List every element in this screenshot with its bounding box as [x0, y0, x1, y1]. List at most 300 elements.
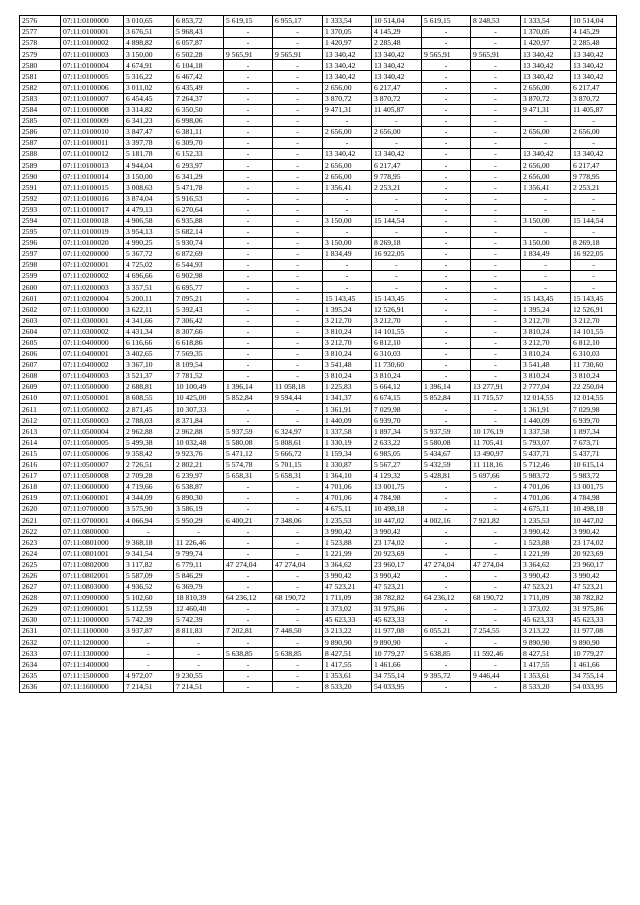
value-col-10-cell: -	[471, 138, 521, 149]
row-number-cell: 2612	[20, 415, 61, 426]
value-col-11-cell: 5 793,07	[521, 437, 571, 448]
value-col-6-cell: -	[273, 171, 323, 182]
value-col-9-cell: 5 428,81	[422, 470, 471, 481]
table-row	[20, 226, 617, 237]
value-col-9-cell: -	[422, 359, 471, 370]
value-col-6-cell: -	[273, 215, 323, 226]
value-col-4-cell: 6 695,77	[174, 282, 224, 293]
value-col-3-cell: 3 150,00	[124, 171, 174, 182]
row-number-cell: 2617	[20, 470, 61, 481]
value-col-9-cell: -	[422, 615, 471, 626]
value-col-11-cell: 12 014,55	[521, 393, 571, 404]
value-col-5-cell: 47 274,04	[224, 559, 273, 570]
value-col-12-cell: 13 340,42	[571, 49, 617, 60]
value-col-6-cell: -	[273, 182, 323, 193]
value-col-4-cell: 5 471,78	[174, 182, 224, 193]
table-row	[20, 626, 617, 637]
table-row	[20, 171, 617, 182]
value-col-8-cell: 38 782,82	[372, 592, 422, 603]
value-col-7-cell: 3 364,62	[323, 559, 372, 570]
value-col-7-cell: 1 523,88	[323, 537, 372, 548]
value-col-12-cell: 9 778,95	[571, 171, 617, 182]
value-col-11-cell: 3 150,00	[521, 215, 571, 226]
value-col-4-cell: -	[174, 526, 224, 537]
value-col-6-cell: -	[273, 404, 323, 415]
value-col-6-cell: -	[273, 548, 323, 559]
table-row	[20, 260, 617, 271]
row-number-cell: 2601	[20, 293, 61, 304]
value-col-6-cell: 68 190,72	[273, 592, 323, 603]
table-row	[20, 271, 617, 282]
value-col-6-cell: -	[273, 237, 323, 248]
value-col-10-cell: -	[471, 304, 521, 315]
value-col-5-cell: -	[224, 315, 273, 326]
value-col-8-cell: 13 001,75	[372, 481, 422, 492]
value-col-4-cell: -	[174, 648, 224, 659]
value-col-3-cell: 7 214,51	[124, 681, 174, 692]
row-number-cell: 2581	[20, 71, 61, 82]
value-col-12-cell: 6 310,03	[571, 348, 617, 359]
value-col-10-cell: -	[471, 226, 521, 237]
value-col-8-cell: 45 623,33	[372, 615, 422, 626]
value-col-5-cell: -	[224, 182, 273, 193]
value-col-3-cell: 3 847,47	[124, 126, 174, 137]
value-col-12-cell: 1 897,34	[571, 426, 617, 437]
value-col-3-cell: 6 116,66	[124, 337, 174, 348]
value-col-9-cell: 5 432,59	[422, 459, 471, 470]
row-number-cell: 2594	[20, 215, 61, 226]
value-col-12-cell: 6 812,10	[571, 337, 617, 348]
value-col-10-cell: -	[471, 171, 521, 182]
value-col-11-cell: 5 712,46	[521, 459, 571, 470]
value-col-8-cell: 23 960,17	[372, 559, 422, 570]
value-col-7-cell: 1 330,19	[323, 437, 372, 448]
value-col-9-cell: -	[422, 260, 471, 271]
value-col-3-cell: 3 954,13	[124, 226, 174, 237]
cadastral-code-cell: 07:11:0300000	[61, 304, 124, 315]
value-col-8-cell: 47 523,21	[372, 581, 422, 592]
table-row	[20, 337, 617, 348]
row-number-cell: 2613	[20, 426, 61, 437]
value-col-4-cell: 5 846,29	[174, 570, 224, 581]
row-number-cell: 2604	[20, 326, 61, 337]
value-col-7-cell: 1 361,91	[323, 404, 372, 415]
value-col-8-cell: 4 145,29	[372, 27, 422, 38]
value-col-9-cell: 9 565,91	[422, 49, 471, 60]
value-col-6-cell: -	[273, 637, 323, 648]
value-col-12-cell: 11 730,60	[571, 359, 617, 370]
value-col-7-cell: 4 701,06	[323, 493, 372, 504]
value-col-12-cell: 13 001,75	[571, 481, 617, 492]
value-col-5-cell: -	[224, 526, 273, 537]
table-row	[20, 204, 617, 215]
value-col-12-cell: 7 029,98	[571, 404, 617, 415]
value-col-4-cell: 7 306,42	[174, 315, 224, 326]
value-col-11-cell: 2 656,00	[521, 82, 571, 93]
value-col-12-cell: 34 755,14	[571, 670, 617, 681]
cadastral-code-cell: 07:11:0500008	[61, 470, 124, 481]
value-col-4-cell: 6 293,97	[174, 160, 224, 171]
value-col-12-cell: -	[571, 115, 617, 126]
value-col-11-cell: -	[521, 282, 571, 293]
cadastral-code-cell: 07:11:1000000	[61, 615, 124, 626]
value-col-8-cell: 15 144,54	[372, 215, 422, 226]
value-col-10-cell: -	[471, 193, 521, 204]
value-col-11-cell: 1 370,05	[521, 27, 571, 38]
value-col-5-cell: -	[224, 138, 273, 149]
table-row	[20, 93, 617, 104]
value-col-6-cell: -	[273, 293, 323, 304]
value-col-12-cell: -	[571, 204, 617, 215]
value-col-10-cell: -	[471, 537, 521, 548]
value-col-7-cell: 9 890,90	[323, 637, 372, 648]
value-col-5-cell: 5 638,85	[224, 648, 273, 659]
table-row	[20, 659, 617, 670]
value-col-12-cell: 12 526,91	[571, 304, 617, 315]
value-col-9-cell: -	[422, 149, 471, 160]
value-col-10-cell: 13 490,97	[471, 448, 521, 459]
value-col-12-cell: 5 437,71	[571, 448, 617, 459]
table-row	[20, 149, 617, 160]
value-col-9-cell: -	[422, 315, 471, 326]
value-col-8-cell: 6 217,47	[372, 82, 422, 93]
value-col-3-cell: -	[124, 637, 174, 648]
value-col-9-cell: -	[422, 160, 471, 171]
row-number-cell: 2629	[20, 603, 61, 614]
value-col-12-cell: 4 784,98	[571, 493, 617, 504]
value-col-4-cell: 9 230,55	[174, 670, 224, 681]
value-col-3-cell: 3 676,51	[124, 27, 174, 38]
value-col-8-cell: 2 253,21	[372, 182, 422, 193]
value-col-7-cell: 3 541,48	[323, 359, 372, 370]
value-col-10-cell: 9 565,91	[471, 49, 521, 60]
value-col-10-cell: -	[471, 282, 521, 293]
cadastral-code-cell: 07:11:0500005	[61, 437, 124, 448]
value-col-5-cell: -	[224, 27, 273, 38]
value-col-7-cell: 1 221,99	[323, 548, 372, 559]
cadastral-code-cell: 07:11:0100006	[61, 82, 124, 93]
value-col-12-cell: 6 939,70	[571, 415, 617, 426]
value-col-7-cell: 3 150,00	[323, 237, 372, 248]
value-col-12-cell: 54 033,95	[571, 681, 617, 692]
value-col-9-cell: 6 055,21	[422, 626, 471, 637]
value-col-8-cell: 13 340,42	[372, 149, 422, 160]
data-table	[19, 15, 617, 693]
value-col-10-cell: 47 274,04	[471, 559, 521, 570]
value-col-11-cell: 1 221,99	[521, 548, 571, 559]
value-col-6-cell: -	[273, 60, 323, 71]
value-col-12-cell: -	[571, 193, 617, 204]
value-col-9-cell: -	[422, 548, 471, 559]
cadastral-code-cell: 07:11:0500004	[61, 426, 124, 437]
value-col-8-cell: 10 514,04	[372, 16, 422, 27]
value-col-9-cell: -	[422, 115, 471, 126]
row-number-cell: 2618	[20, 481, 61, 492]
value-col-5-cell: -	[224, 237, 273, 248]
table-row	[20, 570, 617, 581]
table-row	[20, 681, 617, 692]
value-col-3-cell: 4 936,52	[124, 581, 174, 592]
value-col-3-cell: 2 962,88	[124, 426, 174, 437]
value-col-12-cell: -	[571, 138, 617, 149]
value-col-7-cell: 1 333,54	[323, 16, 372, 27]
value-col-12-cell: 15 144,54	[571, 215, 617, 226]
table-row	[20, 426, 617, 437]
value-col-12-cell: 47 523,21	[571, 581, 617, 592]
value-col-4-cell: 6 502,28	[174, 49, 224, 60]
value-col-8-cell: -	[372, 271, 422, 282]
value-col-7-cell: 1 235,53	[323, 515, 372, 526]
value-col-11-cell: 5 983,72	[521, 470, 571, 481]
value-col-7-cell: 3 810,24	[323, 348, 372, 359]
value-col-12-cell: 9 890,90	[571, 637, 617, 648]
row-number-cell: 2614	[20, 437, 61, 448]
value-col-7-cell: 8 427,51	[323, 648, 372, 659]
value-col-11-cell: 5 437,71	[521, 448, 571, 459]
value-col-4-cell: 6 057,87	[174, 38, 224, 49]
value-col-6-cell: 5 808,61	[273, 437, 323, 448]
value-col-3-cell: 3 314,82	[124, 104, 174, 115]
cadastral-code-cell: 07:11:0100009	[61, 115, 124, 126]
value-col-9-cell: -	[422, 326, 471, 337]
row-number-cell: 2592	[20, 193, 61, 204]
value-col-8-cell: 13 340,42	[372, 49, 422, 60]
value-col-7-cell: 1 159,34	[323, 448, 372, 459]
value-col-5-cell: -	[224, 371, 273, 382]
value-col-10-cell: 11 705,41	[471, 437, 521, 448]
value-col-7-cell: 3 212,70	[323, 315, 372, 326]
value-col-7-cell: 3 150,00	[323, 215, 372, 226]
value-col-7-cell: 3 810,24	[323, 371, 372, 382]
value-col-12-cell: 10 779,27	[571, 648, 617, 659]
value-col-5-cell: 1 396,14	[224, 382, 273, 393]
value-col-5-cell: -	[224, 171, 273, 182]
value-col-8-cell: 20 923,69	[372, 548, 422, 559]
value-col-9-cell: -	[422, 215, 471, 226]
value-col-4-cell: 6 998,06	[174, 115, 224, 126]
value-col-8-cell: 31 975,86	[372, 603, 422, 614]
value-col-5-cell: -	[224, 126, 273, 137]
value-col-11-cell: 4 675,11	[521, 504, 571, 515]
cadastral-code-cell: 07:11:0600000	[61, 481, 124, 492]
cadastral-code-cell: 07:11:0400000	[61, 337, 124, 348]
value-col-10-cell: -	[471, 681, 521, 692]
value-col-8-cell: 6 674,15	[372, 393, 422, 404]
value-col-4-cell: 7 095,21	[174, 293, 224, 304]
value-col-12-cell: 10 514,04	[571, 16, 617, 27]
row-number-cell: 2627	[20, 581, 61, 592]
row-number-cell: 2622	[20, 526, 61, 537]
value-col-4-cell: 6 544,93	[174, 260, 224, 271]
value-col-11-cell: 3 150,00	[521, 237, 571, 248]
value-col-7-cell: 2 656,00	[323, 160, 372, 171]
value-col-5-cell: 5 580,08	[224, 437, 273, 448]
value-col-10-cell: -	[471, 348, 521, 359]
value-col-11-cell: 3 364,62	[521, 559, 571, 570]
value-col-4-cell: 6 341,29	[174, 171, 224, 182]
value-col-5-cell: 5 852,84	[224, 393, 273, 404]
row-number-cell: 2635	[20, 670, 61, 681]
row-number-cell: 2632	[20, 637, 61, 648]
value-col-7-cell: 1 420,97	[323, 38, 372, 49]
cadastral-code-cell: 07:11:1200000	[61, 637, 124, 648]
value-col-11-cell: 1 333,54	[521, 16, 571, 27]
table-row	[20, 448, 617, 459]
value-col-7-cell: 3 990,42	[323, 570, 372, 581]
table-row	[20, 237, 617, 248]
value-col-8-cell: 4 784,98	[372, 493, 422, 504]
value-col-12-cell: 3 810,24	[571, 371, 617, 382]
value-col-8-cell: 10 447,02	[372, 515, 422, 526]
value-col-3-cell: 5 102,60	[124, 592, 174, 603]
value-col-8-cell: 12 526,91	[372, 304, 422, 315]
value-col-3-cell: 3 011,02	[124, 82, 174, 93]
value-col-9-cell: 5 580,08	[422, 437, 471, 448]
value-col-10-cell: -	[471, 115, 521, 126]
value-col-5-cell: -	[224, 493, 273, 504]
value-col-9-cell: 64 236,12	[422, 592, 471, 603]
cadastral-code-cell: 07:11:0100001	[61, 27, 124, 38]
row-number-cell: 2606	[20, 348, 61, 359]
value-col-9-cell: -	[422, 38, 471, 49]
value-col-12-cell: 31 975,86	[571, 603, 617, 614]
value-col-3-cell: 5 200,11	[124, 293, 174, 304]
value-col-4-cell: 18 810,39	[174, 592, 224, 603]
value-col-6-cell: -	[273, 326, 323, 337]
value-col-4-cell: 6 538,87	[174, 481, 224, 492]
value-col-7-cell: -	[323, 271, 372, 282]
value-col-11-cell: 2 656,00	[521, 160, 571, 171]
value-col-9-cell: -	[422, 126, 471, 137]
value-col-8-cell: 13 340,42	[372, 60, 422, 71]
cadastral-code-cell: 07:11:0500003	[61, 415, 124, 426]
table-row	[20, 404, 617, 415]
value-col-3-cell: 8 608,55	[124, 393, 174, 404]
value-col-8-cell: 6 939,70	[372, 415, 422, 426]
value-col-7-cell: 2 656,00	[323, 82, 372, 93]
row-number-cell: 2587	[20, 138, 61, 149]
row-number-cell: 2620	[20, 504, 61, 515]
value-col-5-cell: -	[224, 104, 273, 115]
value-col-5-cell: -	[224, 282, 273, 293]
value-col-8-cell: 3 810,24	[372, 371, 422, 382]
value-col-6-cell: -	[273, 603, 323, 614]
row-number-cell: 2634	[20, 659, 61, 670]
value-col-8-cell: 7 029,98	[372, 404, 422, 415]
cadastral-code-cell: 07:11:0100007	[61, 93, 124, 104]
value-col-11-cell: 1 420,97	[521, 38, 571, 49]
row-number-cell: 2621	[20, 515, 61, 526]
row-number-cell: 2631	[20, 626, 61, 637]
table-row	[20, 592, 617, 603]
value-col-8-cell: 3 990,42	[372, 570, 422, 581]
value-col-6-cell: -	[273, 248, 323, 259]
row-number-cell: 2619	[20, 493, 61, 504]
value-col-8-cell: 9 890,90	[372, 637, 422, 648]
value-col-7-cell: 3 870,72	[323, 93, 372, 104]
value-col-5-cell: -	[224, 215, 273, 226]
value-col-6-cell: -	[273, 681, 323, 692]
value-col-8-cell: 15 143,45	[372, 293, 422, 304]
value-col-5-cell: -	[224, 670, 273, 681]
value-col-6-cell: 9 565,91	[273, 49, 323, 60]
value-col-10-cell: -	[471, 570, 521, 581]
cadastral-code-cell: 07:11:0700000	[61, 504, 124, 515]
value-col-8-cell: 2 285,48	[372, 38, 422, 49]
value-col-10-cell: -	[471, 248, 521, 259]
value-col-8-cell: 6 812,10	[372, 337, 422, 348]
value-col-4-cell: 6 239,97	[174, 470, 224, 481]
value-col-3-cell: 3 357,51	[124, 282, 174, 293]
cadastral-code-cell: 07:11:0801001	[61, 548, 124, 559]
table-row	[20, 60, 617, 71]
value-col-3-cell: 3 622,11	[124, 304, 174, 315]
table-row	[20, 393, 617, 404]
value-col-11-cell: 13 340,42	[521, 71, 571, 82]
value-col-5-cell: 6 400,21	[224, 515, 273, 526]
value-col-6-cell: 5 638,85	[273, 648, 323, 659]
table-row	[20, 481, 617, 492]
value-col-5-cell: -	[224, 271, 273, 282]
value-col-7-cell: 1 417,55	[323, 659, 372, 670]
value-col-11-cell: -	[521, 260, 571, 271]
value-col-8-cell: 2 633,22	[372, 437, 422, 448]
value-col-9-cell: 5 434,67	[422, 448, 471, 459]
cadastral-code-cell: 07:11:0500002	[61, 404, 124, 415]
value-col-4-cell: -	[174, 637, 224, 648]
cadastral-code-cell: 07:11:0500006	[61, 448, 124, 459]
value-col-10-cell: -	[471, 60, 521, 71]
value-col-11-cell: 2 656,00	[521, 171, 571, 182]
value-col-9-cell: -	[422, 570, 471, 581]
value-col-5-cell: -	[224, 603, 273, 614]
value-col-10-cell: -	[471, 27, 521, 38]
value-col-3-cell: 9 358,42	[124, 448, 174, 459]
value-col-9-cell: -	[422, 226, 471, 237]
value-col-9-cell: -	[422, 293, 471, 304]
value-col-6-cell: -	[273, 581, 323, 592]
table-row	[20, 548, 617, 559]
value-col-6-cell: 47 274,04	[273, 559, 323, 570]
row-number-cell: 2636	[20, 681, 61, 692]
value-col-10-cell: -	[471, 82, 521, 93]
value-col-3-cell: 4 341,66	[124, 315, 174, 326]
value-col-4-cell: 10 032,48	[174, 437, 224, 448]
value-col-12-cell: -	[571, 282, 617, 293]
table-row	[20, 49, 617, 60]
value-col-11-cell: -	[521, 204, 571, 215]
cadastral-code-cell: 07:11:0803000	[61, 581, 124, 592]
value-col-3-cell: 5 367,72	[124, 248, 174, 259]
value-col-5-cell: -	[224, 304, 273, 315]
value-col-12-cell: 3 990,42	[571, 526, 617, 537]
row-number-cell: 2626	[20, 570, 61, 581]
value-col-11-cell: 3 212,70	[521, 315, 571, 326]
value-col-7-cell: 2 656,00	[323, 126, 372, 137]
value-col-12-cell: 6 217,47	[571, 82, 617, 93]
value-col-5-cell: -	[224, 404, 273, 415]
value-col-9-cell: -	[422, 304, 471, 315]
value-col-6-cell: -	[273, 226, 323, 237]
value-col-5-cell: 5 937,59	[224, 426, 273, 437]
value-col-10-cell: 11 592,46	[471, 648, 521, 659]
value-col-5-cell: 9 565,91	[224, 49, 273, 60]
table-row	[20, 282, 617, 293]
value-col-4-cell: 2 962,88	[174, 426, 224, 437]
value-col-4-cell: 5 682,14	[174, 226, 224, 237]
value-col-5-cell: -	[224, 93, 273, 104]
value-col-3-cell: 2 788,03	[124, 415, 174, 426]
